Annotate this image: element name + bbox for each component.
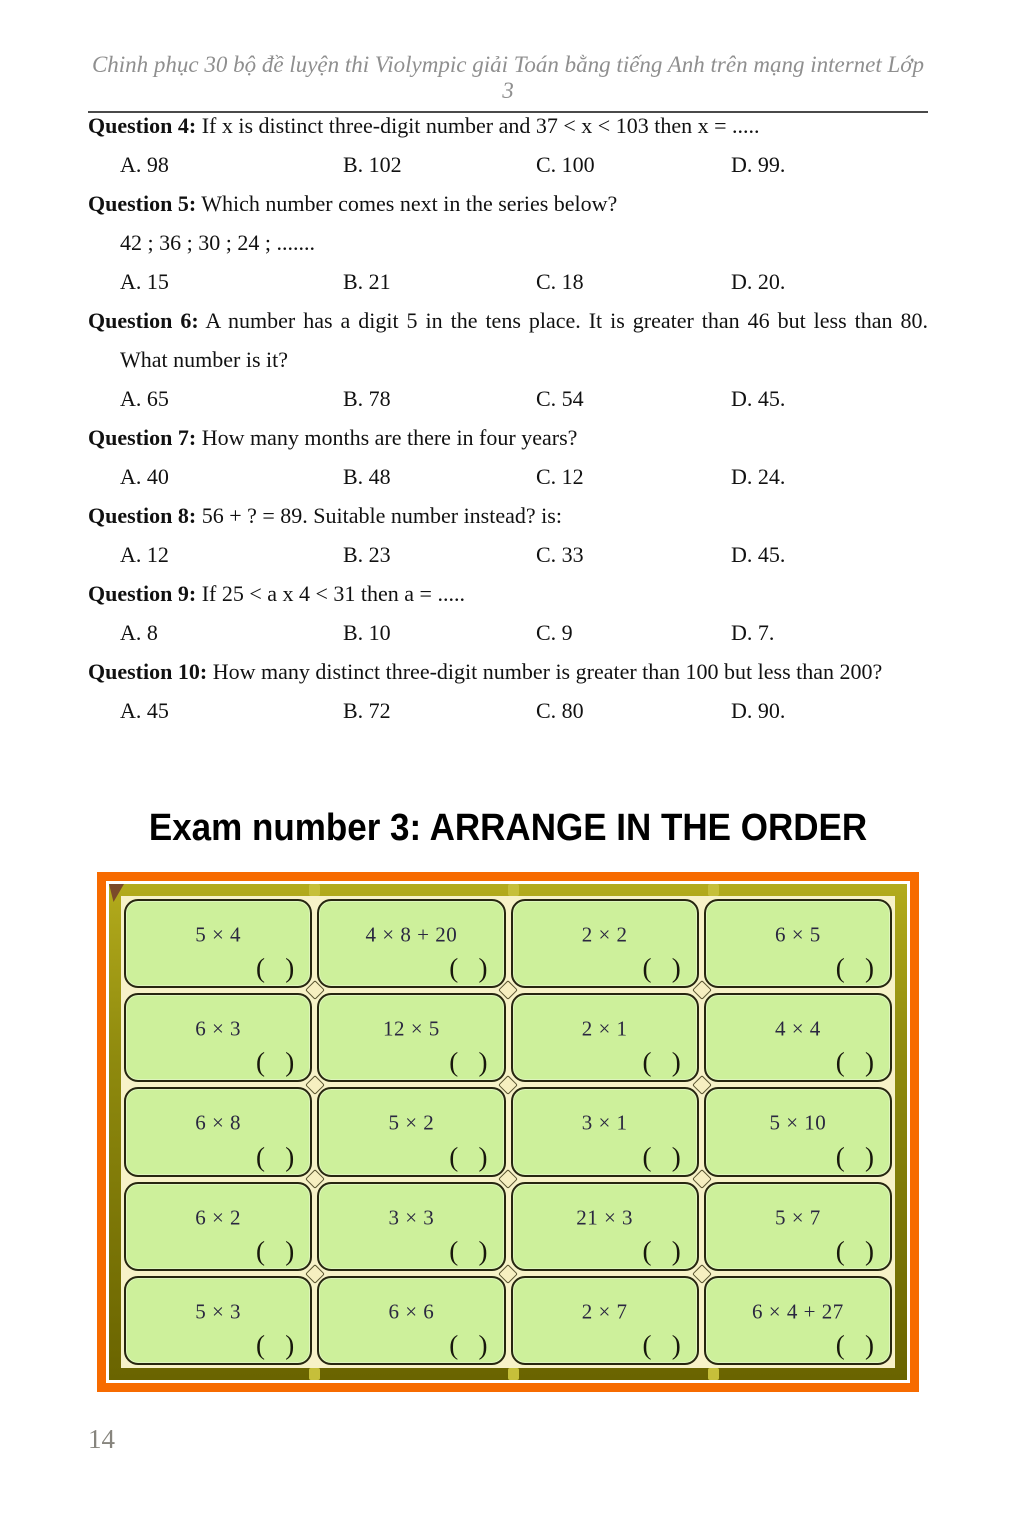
expression-card [317,1182,505,1271]
question-4-options [88,145,928,184]
expression-card [317,1087,505,1176]
option-c: C. 54 [536,386,584,411]
option-c: C. 33 [536,542,584,567]
answer-slot: ( ) [835,1235,874,1266]
bamboo-notch [708,1368,719,1380]
expression-card [704,993,892,1082]
question-8-options [88,535,928,574]
question-6 [88,301,928,379]
answer-slot: ( ) [449,1235,488,1266]
option-d: D. 45. [731,542,786,567]
expression-text: 6 × 2 [195,1205,242,1230]
option-b: B. 21 [343,269,391,294]
expression-text: 21 × 3 [576,1205,634,1230]
expression-card [511,899,699,988]
expression-text: 4 × 8 + 20 [365,922,458,947]
option-a: A. 12 [120,542,169,567]
option-a: A. 8 [120,620,158,645]
question-5-options [88,262,928,301]
bamboo-notch [508,884,519,896]
page-number: 14 [88,1424,115,1454]
answer-slot: ( ) [835,953,874,984]
option-b: B. 10 [343,620,391,645]
question-label: Question 8: [88,503,197,528]
option-c: C. 18 [536,269,584,294]
option-b: B. 48 [343,464,391,489]
cards-area [121,896,895,1368]
option-b: B. 23 [343,542,391,567]
answer-slot: ( ) [835,1047,874,1078]
option-a: A. 98 [120,152,169,177]
expression-text: 2 × 7 [581,1299,628,1324]
question-label: Question 5: [88,191,197,216]
answer-slot: ( ) [256,1329,295,1360]
question-text: 56 + ? = 89. Suitable number instead? is: [196,503,562,528]
answer-slot: ( ) [835,1141,874,1172]
question-5 [88,184,928,223]
question-6-options [88,379,928,418]
expression-card [704,899,892,988]
option-a: A. 65 [120,386,169,411]
expression-text: 4 × 4 [774,1016,821,1041]
expression-card [704,1087,892,1176]
expression-card [317,899,505,988]
question-text: If x is distinct three-digit number and 37 < x < 103 then x = ..... [196,113,760,138]
question-5-series: 42 ; 36 ; 30 ; 24 ; ....... [120,230,315,255]
question-4 [88,106,928,145]
answer-slot: ( ) [449,1329,488,1360]
option-b: B. 102 [343,152,402,177]
bamboo-notch [309,884,320,896]
option-b: B. 78 [343,386,391,411]
expression-text: 6 × 5 [774,922,821,947]
answer-slot: ( ) [256,953,295,984]
exam-section-title: Exam number 3: ARRANGE IN THE ORDER [148,806,868,849]
option-d: D. 99. [731,152,786,177]
expression-card [317,993,505,1082]
expression-card [511,1182,699,1271]
option-d: D. 90. [731,698,786,723]
question-label: Question 7: [88,425,197,450]
expression-card [704,1276,892,1365]
option-a: A. 15 [120,269,169,294]
question-label: Question 9: [88,581,197,606]
question-10-options [88,691,928,730]
option-d: D. 20. [731,269,786,294]
expression-text: 5 × 10 [769,1110,827,1135]
expression-card [317,1276,505,1365]
expression-card [511,1276,699,1365]
question-8 [88,496,928,535]
option-c: C. 100 [536,152,595,177]
expression-card [124,1182,312,1271]
option-c: C. 12 [536,464,584,489]
answer-slot: ( ) [449,1141,488,1172]
expression-text: 2 × 1 [581,1016,628,1041]
answer-slot: ( ) [642,1235,681,1266]
question-label: Question 10: [88,659,208,684]
expression-text: 5 × 4 [195,922,242,947]
question-7-options [88,457,928,496]
answer-slot: ( ) [449,1047,488,1078]
expression-text: 5 × 2 [388,1110,435,1135]
bamboo-border [109,884,907,1380]
answer-slot: ( ) [642,1329,681,1360]
answer-slot: ( ) [642,1047,681,1078]
expression-text: 6 × 6 [388,1299,435,1324]
option-d: D. 24. [731,464,786,489]
question-text: How many months are there in four years? [196,425,578,450]
option-c: C. 80 [536,698,584,723]
answer-slot: ( ) [256,1235,295,1266]
questions-section [88,106,928,730]
question-label: Question 4: [88,113,197,138]
expression-card [124,1276,312,1365]
expression-text: 5 × 7 [774,1205,821,1230]
option-b: B. 72 [343,698,391,723]
answer-slot: ( ) [642,953,681,984]
question-text: A number has a digit 5 in the tens place. It is greater than 46 but less than 80. What number is it? [120,308,928,372]
answer-slot: ( ) [256,1141,295,1172]
expression-card [511,993,699,1082]
question-text: How many distinct three-digit number is greater than 100 but less than 200? [207,659,883,684]
expression-card [124,1087,312,1176]
expression-text: 5 × 3 [195,1299,242,1324]
expression-card [704,1182,892,1271]
answer-slot: ( ) [835,1329,874,1360]
expression-text: 12 × 5 [382,1016,440,1041]
question-text: Which number comes next in the series below? [196,191,618,216]
expression-card [124,899,312,988]
expression-text: 6 × 4 + 27 [752,1299,844,1324]
expression-card [511,1087,699,1176]
question-text: If 25 < a x 4 < 31 then a = ..... [196,581,465,606]
option-a: A. 45 [120,698,169,723]
expression-text: 2 × 2 [581,922,628,947]
answer-slot: ( ) [642,1141,681,1172]
question-10 [88,652,928,691]
arrange-grid-frame [97,872,919,1392]
answer-slot: ( ) [449,953,488,984]
expression-text: 6 × 8 [195,1110,242,1135]
bamboo-notch [508,1368,519,1380]
bamboo-notch [708,884,719,896]
question-7 [88,418,928,457]
question-9-options [88,613,928,652]
bamboo-notch [309,1368,320,1380]
expression-text: 6 × 3 [195,1016,242,1041]
option-c: C. 9 [536,620,573,645]
option-d: D. 45. [731,386,786,411]
question-9 [88,574,928,613]
expression-card [124,993,312,1082]
question-label: Question 6: [88,308,199,333]
expression-text: 3 × 3 [388,1205,435,1230]
running-header: Chinh phục 30 bộ đề luyện thi Violympic giải Toán bằng tiếng Anh trên mạng internet Lớp 3 [88,52,928,113]
option-d: D. 7. [731,620,775,645]
answer-slot: ( ) [256,1047,295,1078]
option-a: A. 40 [120,464,169,489]
expression-text: 3 × 1 [581,1110,628,1135]
